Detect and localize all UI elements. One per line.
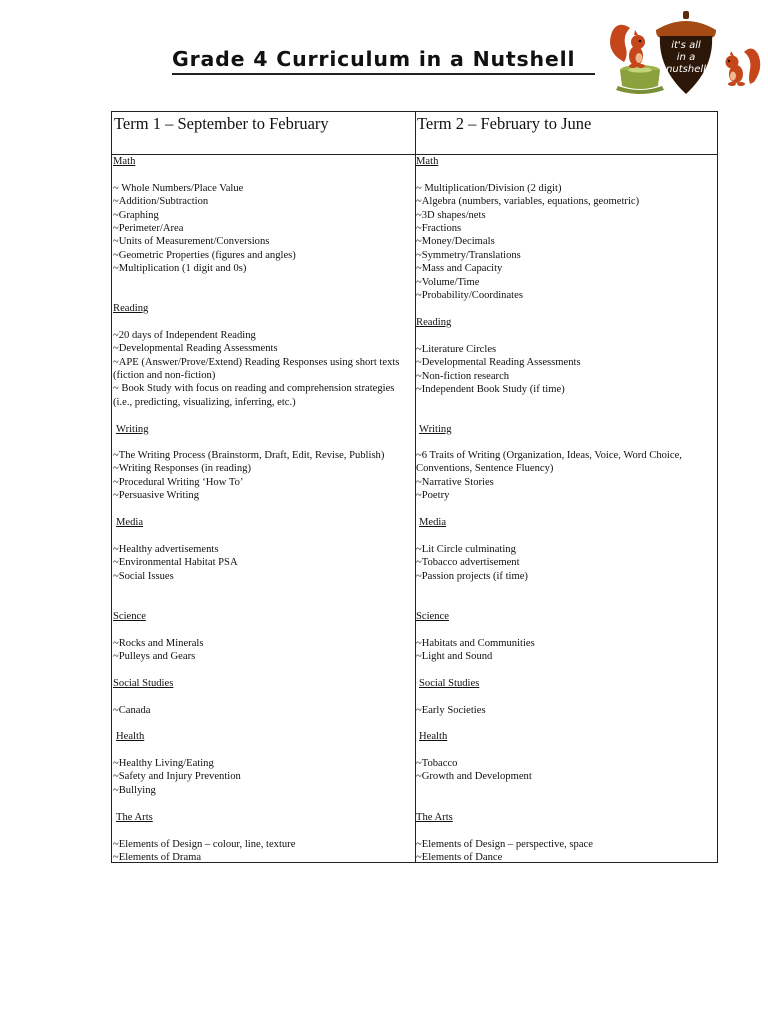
term1-social-studies-section	[113, 677, 413, 717]
list-item: ~Poetry	[416, 490, 450, 502]
list-item: ~Elements of Design – perspective, space	[416, 838, 593, 850]
term2-reading-section	[416, 316, 716, 396]
section-heading-the-arts: The Arts	[116, 812, 153, 823]
section-heading-reading: Reading	[113, 303, 149, 314]
list-item: ~Developmental Reading Assessments	[113, 343, 278, 355]
list-item: ~Geometric Properties (figures and angles)	[113, 249, 296, 261]
list-item: ~Mass and Capacity	[416, 263, 503, 275]
list-item: ~Fractions	[416, 223, 462, 235]
section-heading-writing: Writing	[116, 424, 149, 435]
term1-science-section	[113, 610, 413, 664]
list-item: ~ Multiplication/Division (2 digit)	[416, 182, 562, 194]
list-item: ~Probability/Coordinates	[416, 290, 523, 302]
term2-writing-section	[416, 423, 719, 436]
term1-media-items	[113, 543, 413, 583]
list-item: ~3D shapes/nets	[416, 209, 486, 221]
title-underline	[172, 73, 595, 75]
section-heading-social-studies: Social Studies	[419, 678, 480, 689]
list-item: ~Algebra (numbers, variables, equations, geometric)	[416, 196, 640, 208]
list-item: ~ Book Study with focus on reading and comprehension strategies (i.e., predicting, visualizing, inferring, etc.)	[113, 383, 395, 408]
term2-writing-items	[416, 449, 716, 503]
section-heading-math: Math	[113, 156, 136, 167]
list-item: ~Safety and Injury Prevention	[113, 771, 241, 783]
list-item: ~The Writing Process (Brainstorm, Draft, Edit, Revise, Publish)	[113, 450, 385, 461]
list-item: ~Elements of Drama	[113, 852, 202, 864]
term2-science-section	[416, 610, 716, 664]
term2-health-section	[416, 730, 719, 743]
term2-media-section	[416, 516, 719, 529]
list-item: ~ Whole Numbers/Place Value	[113, 182, 244, 194]
term2-math-section	[416, 155, 716, 302]
acorn-icon	[656, 11, 716, 94]
list-item: ~Symmetry/Translations	[416, 249, 521, 261]
list-item: ~Independent Book Study (if time)	[416, 384, 565, 396]
list-item: ~Growth and Development	[416, 771, 532, 783]
nutshell-logo	[604, 8, 764, 100]
term2-arts-section	[416, 811, 716, 865]
list-item: ~Healthy advertisements	[113, 544, 219, 555]
list-item: ~Tobacco	[416, 758, 458, 769]
list-item: ~6 Traits of Writing (Organization, Ideas, Voice, Word Choice, Conventions, Sentence Fluency)	[416, 450, 682, 475]
term1-arts-items	[113, 838, 413, 865]
term1-writing-section	[113, 423, 416, 436]
term1-arts-section	[113, 811, 416, 824]
term2-media-items	[416, 543, 716, 583]
table-header-row	[112, 112, 717, 155]
term2-health-items	[416, 757, 716, 784]
list-item: ~Elements of Dance	[416, 852, 503, 864]
list-item: ~Multiplication (1 digit and 0s)	[113, 263, 247, 275]
term1-health-section	[113, 730, 416, 743]
section-heading-media: Media	[116, 517, 144, 528]
section-heading-social-studies: Social Studies	[113, 678, 174, 689]
list-item: ~Tobacco advertisement	[416, 557, 520, 569]
list-item: ~Addition/Subtraction	[113, 196, 209, 208]
section-heading-writing: Writing	[419, 424, 452, 435]
section-heading-science: Science	[416, 611, 449, 622]
term2-social-studies-items	[416, 704, 716, 717]
section-heading-health: Health	[419, 731, 448, 742]
list-item: ~Graphing	[113, 209, 159, 221]
logo-text-line-3: nutshell	[666, 64, 706, 75]
logo-text-line-1: it's all	[671, 40, 701, 51]
list-item: ~Developmental Reading Assessments	[416, 357, 581, 369]
list-item: ~Bullying	[113, 784, 156, 796]
list-item: ~Canada	[113, 704, 151, 716]
stump-icon	[616, 65, 664, 94]
list-item: ~Passion projects (if time)	[416, 570, 528, 582]
list-item: ~Environmental Habitat PSA	[113, 557, 238, 569]
squirrel-icon	[610, 25, 645, 68]
list-item: ~Procedural Writing ‘How To’	[113, 476, 244, 488]
list-item: ~Healthy Living/Eating	[113, 758, 214, 769]
section-heading-media: Media	[419, 517, 447, 528]
term2-header: Term 2 – February to June	[417, 114, 592, 133]
section-heading-science: Science	[113, 611, 146, 622]
page-title: Grade 4 Curriculum in a Nutshell	[172, 47, 576, 71]
term1-header: Term 1 – September to February	[114, 114, 329, 133]
term1-writing-items	[113, 449, 413, 503]
list-item: ~Elements of Design – colour, line, texture	[113, 839, 296, 850]
logo-text-line-2: in a	[676, 52, 696, 63]
term1-reading-section	[113, 302, 413, 409]
section-heading-the-arts: The Arts	[416, 812, 453, 823]
term1-media-section	[113, 516, 416, 529]
list-item: ~Social Issues	[113, 570, 174, 582]
list-item: ~Units of Measurement/Conversions	[113, 236, 270, 248]
section-heading-reading: Reading	[416, 317, 452, 328]
list-item: ~Light and Sound	[416, 651, 493, 663]
list-item: ~APE (Answer/Prove/Extend) Reading Responses using short texts (fiction and non-fiction)	[113, 356, 400, 382]
list-item: ~Perimeter/Area	[113, 223, 184, 235]
term1-math-section	[113, 155, 413, 276]
section-heading-health: Health	[116, 731, 145, 742]
list-item: ~Money/Decimals	[416, 236, 495, 248]
curriculum-table	[111, 111, 718, 863]
list-item: ~Early Societies	[416, 705, 486, 716]
term1-health-items	[113, 757, 413, 797]
list-item: ~Writing Responses (in reading)	[113, 463, 251, 475]
term2-social-studies-section	[416, 677, 719, 690]
list-item: ~Literature Circles	[416, 343, 497, 355]
list-item: ~Narrative Stories	[416, 476, 494, 488]
list-item: ~Lit Circle culminating	[416, 544, 516, 555]
squirrel-icon	[726, 48, 761, 86]
list-item: ~Non-fiction research	[416, 370, 510, 382]
list-item: ~Pulleys and Gears	[113, 651, 196, 663]
list-item: ~Persuasive Writing	[113, 490, 200, 502]
list-item: ~Habitats and Communities	[416, 637, 535, 649]
list-item: ~20 days of Independent Reading	[113, 329, 256, 341]
section-heading-math: Math	[416, 156, 439, 167]
list-item: ~Rocks and Minerals	[113, 637, 204, 649]
list-item: ~Volume/Time	[416, 276, 480, 288]
